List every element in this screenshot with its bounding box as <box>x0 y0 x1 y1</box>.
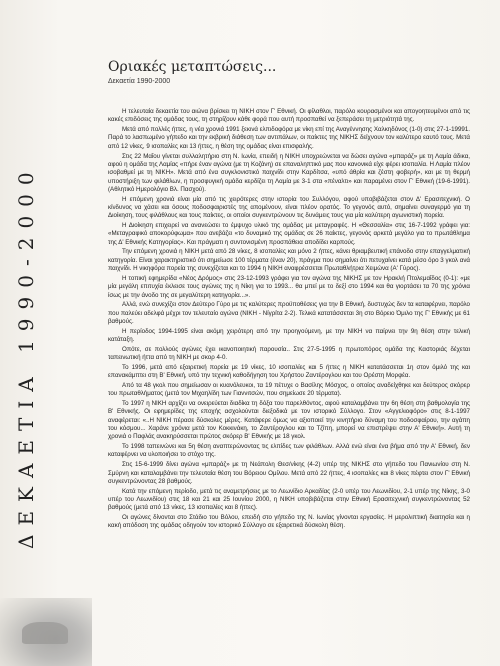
paragraph: Από τα 48 γκολ που σημείωσαν οι κυανόλευκοι, τα 19 πέτυχε ο Βασίλης Μόσχος, ο οποίος αναδείχθηκε και δεύτερος σκόρερ του πρωταθλήματος (μετά τον Μιχαηλίδη των Γιαννιτσών, που σημείωσε 20 τέρματα). <box>108 381 470 398</box>
paragraph: Κατά την επόμενη περίοδο, μετά τις αναμετρήσεις με το Λεωνίδιο Αρκαδίας (2-0 υπέρ του Λεωνιδίου, 2-1 υπέρ της Νίκης, 3-0 υπέρ του Λεωνιδίου) στις 18 και 21 και 25 Ιουνίου 2000, η ΝΙΚΗ υποβιβάζεται στην Εθνική Ερασιτεχνική συγκεντρώνοντας 52 βαθμούς (μετά από 13 νίκες, 13 ισοπαλίες και 8 ήττες). <box>108 487 470 512</box>
paragraph: Το 1998 ταπεινώνει και 5η θέση αναπτερώνοντας τις ελπίδες των φιλάθλων. Αλλά ενώ είναι ένα βήμα από την Α' Εθνική, δεν καταφέρνει να υλοποιήσει το στόχο της. <box>108 443 470 459</box>
paragraph: Οι αγώνες δίνονται στο Στάδιο του Βόλου, επειδή στο γήπεδο της Ν. Ιωνίας γίνονται εργασίες. Η μερολιπτική διαιτησία και η κακή απόδοση της ομάδας οδηγούν τον ιστορικό Σύλλογο σε εξαιρετικά δύσκολη θέση. <box>108 514 470 530</box>
paragraph: Η τοπική εφημερίδα «Νέος Δρόμος» στις 23-12-1993 γράφει για τον αγώνα της ΝΙΚΗΣ με τον Ηρακλή Πτολεμαΐδος (0-1): «με μία μεγάλη επιτυχία έκλεισε τους αγώνες της η Νίκη για το 1993... θα μπεί με το δεξί στο 1994 και θα γιορτάσει τα 70 της χρόνια ίσως με την άνοδο της σε μεγαλύτερη κατηγορία...». <box>108 274 470 299</box>
paragraph: Η τελευταία δεκαετία του αιώνα βρίσκει τη ΝΙΚΗ στον Γ' Εθνική. Οι φίλαθλοι, παρόλο κουρασμένοι και απογοητευμένοι από τις κακές επιδόσεις της ομάδας τους, τη στηρίζουν κάθε φορά που αυτή προσπαθεί να ξεπεράσει τη μετριότητά της. <box>108 108 470 124</box>
paragraph: Οπότε, σε πολλούς αγώνες έχει ικανοποιητική παρουσία.. Στις 27-5-1995 η πρωτοπόρος ομάδα της Καστοριάς δέχεται ταπεινωτική ήττα από τη ΝΙΚΗ με σκορ 4-0. <box>108 345 470 362</box>
paragraph: Η Διοίκηση επιχειρεί να ανανεώσει το έμψυχο υλικό της ομάδας με μεταγραφές. Η «Θεσσαλία» στις 16-7-1992 γράφει για: «Μεταγραφικό αποκορύφωμα» που ανεβάζει «το δυναμικό της ομάδας σε 26 παίκτες, γεγονός αρκετά μεγάλο για το πρωτάθλημα της Δ' Εθνικής Κατηγορίας». Και πράγματι η συντονισμένη προσπάθεια αποδίδει καρπούς. <box>108 222 470 246</box>
paragraph: Μετά από πολλές ήττες, η νέα χρονιά 1991 ξεκινά ελπιδοφόρα με νίκη επί της Αναγέννησης Χαλκηδόνος (1-0) στις 27-1-19991. Παρά το λασπωμένο γήπεδο και την εκβρική διάθεση των αντιπάλων, οι παίκτες της ΝΙΚΗΣ δείχνουν τον καλύτερο εαυτό τους. Μετά από 12 νίκες, 9 ισοπαλίες και 13 ήττες, η θέση της ομάδας είναι επισφαλής. <box>108 126 470 150</box>
page-title: Οριακές μεταπτώσεις... <box>108 59 277 75</box>
paragraph: Στις 22 Μαΐου γίνεται συλλαλητήριο στη Ν. Ιωνία, επειδή η ΝΙΚΗ υποχρεώνεται να δώσει αγώνα «μπαράζ» με τη Λαμία άδικα, αφού η ομάδα της Λαμίας «πήρε έναν αγώνα (με τη Κοζάνη) σε επαναληπτικό μας που κανονικά είχε φέρει ισοπαλία. Η Λαμία πλέον ισοβαθμεί με τη ΝΙΚΗ». Μετά από ένα συγκλονιστικό παιχνίδι στην Καρδίτσα, «υπό άθρία και ζέστη φοβερή», και με τη θερμή υποστήριξη των φιλάθλων, η προσφυγική ομάδα κερδίζει τη Λαμία με 3-1 στα «πέναλτι» και παραμένει στον Γ' Εθνική (19-6-1991). (Αθλητικό Ημερολόγιο Βλ. Πασχού). <box>108 152 470 193</box>
corner-photo <box>0 598 92 666</box>
paragraph: Η επόμενη χρονιά είναι μία από τις χειρότερες στην ιστορία του Συλλόγου, αφού υποβιβάζεται στον Δ' Ερασιτεχνική. Ο κίνδυνος να χάσει και όσους ποδοσφαιριστές της απομένουν, είναι πλέον ορατός. Το γεγονός αυτό, σημαίνει συναγερμό για τη Διοίκηση, τους φιλάθλους και τους παίκτες, οι οποίοι συγκεντρώνουν τις δυνάμεις τους για μία καλύτερη αγωνιστική πορεία. <box>108 195 470 220</box>
paragraph: Την επόμενη χρονιά η ΝΙΚΗ μετά από 28 νίκες, 8 ισοπαλίες και μόνο 2 ήττες, κάνει θριαμβευτική επάνοδο στην επαγγελματική κατηγορία. Είναι χαρακτηριστικό ότι σημείωσε 100 τέρματα (έναν 20), πράγμα που σημαίνει ότι πετυχαίνει κατά μέσο όρο 3 γκολ ανά παιχνίδι. Η νικηφόρα πορεία της συνεχίζεται και το 1994 η ΝΙΚΗ αναφρέσσεται Πρωταθλήτρια Χειμώνα (Α' Γύρος). <box>108 248 470 273</box>
decade-side-label: ΔΕΚΑΕΤΙΑ 1990-2000 <box>14 163 38 549</box>
paragraph: Η περίοδος 1994-1995 είναι ακόμη χειρότερη από την προηγούμενη, με την ΝΙΚΗ να παίρνει την 9η θέση στην τελική κατάταξη. <box>108 327 470 344</box>
paragraph: Το 1997 η ΝΙΚΗ αρχίζει να ονειρεύεται διαδίκα τη δόξα του παρελθόντος, αφού καταλαμβάνει την 6η θέση στη βαθμολογία της Β' Εθνικής. Οι εφημερίδες της εποχής ασχολούνται διεξοδικά με τον ιστορικό Σύλλογο. Στον «Αγγελιοφόρο» στις 8-1-1997 αναφέρεται: «..Η ΝΙΚΗ πέρασε δύσκολες μέρες. Κατάφερε όμως να αξιοποιεί την κινητήριο δύναμη του ποδοσφαίρου, την αγάπη του κόσμου... Χαράνε χρόνια μετά τον Κοκκινάκη, το Ζαντέρογλου και το Τζίπη, μπορεί να επιστρέψει στην Α' Εθνική». Αυτή τη χρονιά ο Παφλάς ανακηρύσσεται πρώτος σκόρερ Β' Εθνικής με 18 γκολ. <box>108 400 470 441</box>
photo-subject <box>22 622 68 644</box>
paragraph: Αλλά, ενώ συνεχίζει στον Δεύτερο Γύρο με τις καλύτερες προϋποθέσεις για την Β Εθνική, δυστυχώς δεν τα καταφέρνει, παρόλο που παλεύει αδελφά μέχρι τον τελευταίο αγώνα (ΝΙΚΗ - Νίγρίτα 2-2). Τελικά κατατάσσεται 3η στο Βόρειο Όμιλο της Γ' Εθνικής με 61 βαθμούς. <box>108 301 470 325</box>
paragraph: Στις 15-6-1999 δίνει αγώνα «μπαράζ» με τη Νεάπολη Θεσ/νίκης (4-2) υπέρ της ΝΙΚΗΣ στο γήπεδο του Πανιωνίου στη Ν. Σμύρνη και καταλαμβάνει την τελευταία θέση του Βόρειου Ομίλου. Μετά από 22 ήττες, 4 ισοπαλίες και 8 νίκες πέφτει στον Γ' Εθνική συγκεντρώνοντας 28 βαθμούς. <box>108 461 470 485</box>
paragraph: Το 1996, μετά από εξαιρετική πορεία με 19 νίκες, 10 ισοπαλίες και 5 ήττες η ΝΙΚΗ κατατάσσεται 1η στον όμιλό της και επανακάμπτει στη Β' Εθνική, υπό την τεχνική καθοδήγηση του Χρήστου Ζαντέρογλου και του Ορέστη Μορφέα. <box>108 363 470 380</box>
page-subtitle: Δεκαετία 1990-2000 <box>108 78 171 85</box>
article-body <box>108 108 470 650</box>
